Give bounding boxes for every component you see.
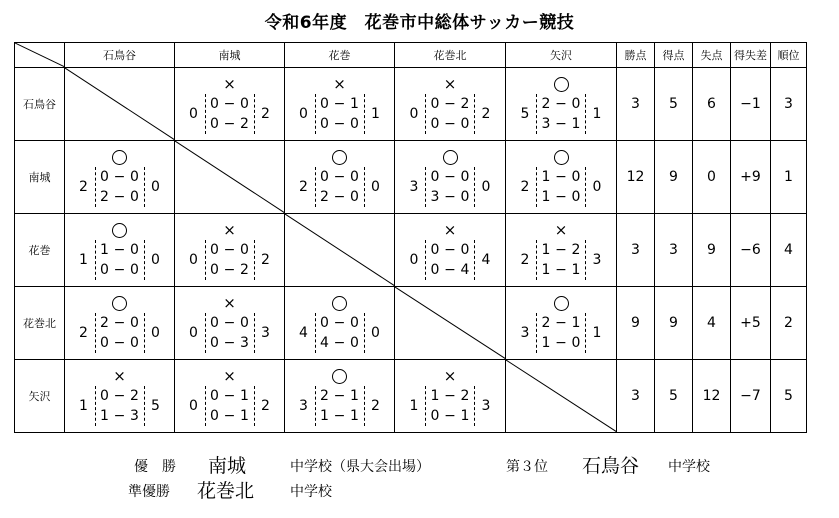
second-half-score: 2 − 0 xyxy=(100,189,139,205)
loss-mark xyxy=(187,293,273,313)
cross-icon: × xyxy=(223,367,236,385)
first-half-score: 0 − 0 xyxy=(430,169,470,185)
third-place-suffix: 中学校 xyxy=(668,459,710,475)
total-goals-for: 3 xyxy=(299,398,308,414)
total-goals-for: 0 xyxy=(189,252,198,268)
second-half-score: 0 − 3 xyxy=(210,335,249,351)
second-half-score: 1 − 1 xyxy=(541,262,581,278)
loss-mark xyxy=(407,74,493,94)
match-score xyxy=(407,74,493,134)
column-header-stat: 勝点 xyxy=(617,43,655,68)
match-score xyxy=(407,220,493,280)
match-cell xyxy=(395,360,506,433)
loss-mark xyxy=(407,366,493,386)
total-goals-for: 2 xyxy=(79,325,88,341)
total-goals-against: 0 xyxy=(592,179,602,195)
first-half-score: 0 − 1 xyxy=(320,96,359,112)
win-mark xyxy=(297,366,383,386)
cross-icon: × xyxy=(113,367,126,385)
match-cell xyxy=(285,68,395,141)
runnerup-label: 準優勝 xyxy=(128,484,170,500)
circle-icon xyxy=(554,77,569,92)
loss-mark xyxy=(77,366,163,386)
second-half-score: 2 − 0 xyxy=(320,189,359,205)
half-scores xyxy=(205,240,255,280)
row-header-team: 矢沢 xyxy=(15,360,65,433)
match-score xyxy=(297,147,383,207)
stat-cell: +5 xyxy=(731,287,771,360)
self-match-cell xyxy=(506,360,617,433)
stat-cell: 12 xyxy=(617,141,655,214)
loss-mark xyxy=(187,74,273,94)
match-cell xyxy=(395,214,506,287)
stat-cell: 9 xyxy=(693,214,731,287)
circle-icon xyxy=(112,223,127,238)
match-cell xyxy=(65,287,175,360)
match-cell xyxy=(175,287,285,360)
second-half-score: 0 − 1 xyxy=(210,408,249,424)
total-goals-for: 3 xyxy=(409,179,419,195)
total-goals-for: 0 xyxy=(189,325,198,341)
circle-icon xyxy=(332,150,347,165)
match-score xyxy=(407,147,493,207)
match-cell xyxy=(506,287,617,360)
total-goals-against: 4 xyxy=(481,252,491,268)
match-cell xyxy=(395,68,506,141)
half-scores xyxy=(425,94,475,134)
total-goals-against: 3 xyxy=(592,252,602,268)
stat-cell: 3 xyxy=(655,214,693,287)
match-score xyxy=(297,366,383,426)
total-goals-for: 0 xyxy=(189,398,198,414)
stat-cell: 12 xyxy=(693,360,731,433)
first-half-score: 0 − 0 xyxy=(100,169,139,185)
first-half-score: 0 − 0 xyxy=(320,315,359,331)
first-half-score: 0 − 0 xyxy=(430,242,470,258)
half-scores xyxy=(315,386,365,426)
second-half-score: 3 − 1 xyxy=(541,116,581,132)
team-row xyxy=(15,141,807,214)
cross-icon: × xyxy=(223,75,236,93)
row-header-team: 石鳥谷 xyxy=(15,68,65,141)
total-goals-for: 4 xyxy=(299,325,308,341)
half-scores xyxy=(205,313,255,353)
second-half-score: 0 − 0 xyxy=(430,116,470,132)
win-mark xyxy=(407,147,493,167)
loss-mark xyxy=(407,220,493,240)
diagonal-line xyxy=(175,141,285,213)
second-half-score: 0 − 0 xyxy=(100,335,139,351)
first-half-score: 1 − 2 xyxy=(541,242,581,258)
match-score xyxy=(77,366,163,426)
total-goals-against: 2 xyxy=(261,398,270,414)
match-cell xyxy=(175,214,285,287)
stat-cell: 3 xyxy=(771,68,807,141)
total-goals-against: 0 xyxy=(371,325,380,341)
cross-icon: × xyxy=(223,294,236,312)
stat-cell: 5 xyxy=(655,68,693,141)
second-half-score: 1 − 3 xyxy=(100,408,139,424)
second-half-score: 1 − 0 xyxy=(541,189,581,205)
column-header-team: 石鳥谷 xyxy=(65,43,175,68)
total-goals-against: 2 xyxy=(481,106,491,122)
runnerup-suffix: 中学校 xyxy=(290,484,332,500)
cross-icon: × xyxy=(333,75,346,93)
second-half-score: 0 − 4 xyxy=(430,262,470,278)
loss-mark xyxy=(518,220,604,240)
match-score xyxy=(518,293,604,353)
team-row xyxy=(15,287,807,360)
half-scores xyxy=(536,94,586,134)
total-goals-for: 3 xyxy=(520,325,530,341)
half-scores xyxy=(425,167,475,207)
match-score xyxy=(77,147,163,207)
team-row xyxy=(15,214,807,287)
diagonal-line xyxy=(395,287,506,359)
match-score xyxy=(77,220,163,280)
diagonal-line xyxy=(506,360,617,432)
half-scores xyxy=(425,386,475,426)
win-mark xyxy=(77,220,163,240)
stat-cell: 4 xyxy=(693,287,731,360)
column-header-stat: 得失差 xyxy=(731,43,771,68)
first-half-score: 0 − 0 xyxy=(210,242,249,258)
loss-mark xyxy=(187,366,273,386)
match-score xyxy=(187,366,273,426)
total-goals-against: 2 xyxy=(261,252,270,268)
total-goals-for: 2 xyxy=(299,179,308,195)
column-header-stat: 失点 xyxy=(693,43,731,68)
first-half-score: 0 − 0 xyxy=(210,315,249,331)
column-header-team: 花巻北 xyxy=(395,43,506,68)
half-scores xyxy=(95,313,145,353)
self-match-cell xyxy=(175,141,285,214)
second-half-score: 0 − 1 xyxy=(430,408,470,424)
first-half-score: 0 − 1 xyxy=(210,388,249,404)
stat-cell: 3 xyxy=(617,360,655,433)
champion-label: 優 勝 xyxy=(134,459,176,475)
match-score xyxy=(518,147,604,207)
match-score xyxy=(297,293,383,353)
match-score xyxy=(77,293,163,353)
stat-cell: 4 xyxy=(771,214,807,287)
total-goals-against: 1 xyxy=(371,106,380,122)
self-match-cell xyxy=(65,68,175,141)
total-goals-against: 1 xyxy=(592,325,602,341)
self-match-cell xyxy=(395,287,506,360)
total-goals-against: 2 xyxy=(261,106,270,122)
total-goals-against: 0 xyxy=(151,179,160,195)
diagonal-line xyxy=(285,214,395,286)
column-header-team: 南城 xyxy=(175,43,285,68)
first-half-score: 0 − 0 xyxy=(210,96,249,112)
total-goals-for: 0 xyxy=(189,106,198,122)
self-match-cell xyxy=(285,214,395,287)
page-title: 令和6年度 花巻市中総体サッカー競技 xyxy=(264,13,575,33)
match-score xyxy=(297,74,383,134)
column-header-team: 矢沢 xyxy=(506,43,617,68)
loss-mark xyxy=(187,220,273,240)
match-cell xyxy=(175,68,285,141)
total-goals-against: 0 xyxy=(371,179,380,195)
match-cell xyxy=(285,360,395,433)
second-half-score: 1 − 1 xyxy=(320,408,359,424)
total-goals-for: 5 xyxy=(520,106,530,122)
second-half-score: 0 − 0 xyxy=(320,116,359,132)
total-goals-against: 1 xyxy=(592,106,602,122)
match-score xyxy=(518,74,604,134)
half-scores xyxy=(536,240,586,280)
third-place-label: 第３位 xyxy=(506,459,548,475)
half-scores xyxy=(536,167,586,207)
match-cell xyxy=(65,141,175,214)
circle-icon xyxy=(112,296,127,311)
stat-cell: 2 xyxy=(771,287,807,360)
win-mark xyxy=(77,293,163,313)
first-half-score: 1 − 2 xyxy=(430,388,470,404)
stat-cell: 5 xyxy=(655,360,693,433)
second-half-score: 0 − 2 xyxy=(210,116,249,132)
match-cell xyxy=(65,214,175,287)
total-goals-for: 0 xyxy=(299,106,308,122)
win-mark xyxy=(297,147,383,167)
circle-icon xyxy=(332,296,347,311)
third-place-team: 石鳥谷 xyxy=(582,455,640,477)
win-mark xyxy=(518,74,604,94)
match-score xyxy=(518,220,604,280)
match-cell xyxy=(175,360,285,433)
total-goals-against: 0 xyxy=(151,325,160,341)
second-half-score: 1 − 0 xyxy=(541,335,581,351)
cross-icon: × xyxy=(223,221,236,239)
total-goals-for: 1 xyxy=(79,252,88,268)
stat-cell: 9 xyxy=(617,287,655,360)
total-goals-for: 0 xyxy=(409,106,419,122)
first-half-score: 2 − 0 xyxy=(100,315,139,331)
half-scores xyxy=(315,94,365,134)
total-goals-against: 0 xyxy=(481,179,491,195)
total-goals-against: 5 xyxy=(151,398,160,414)
win-mark xyxy=(518,293,604,313)
circle-icon xyxy=(443,150,458,165)
stat-cell: 0 xyxy=(693,141,731,214)
match-cell xyxy=(395,141,506,214)
match-score xyxy=(187,74,273,134)
first-half-score: 1 − 0 xyxy=(100,242,139,258)
first-half-score: 1 − 0 xyxy=(541,169,581,185)
total-goals-for: 0 xyxy=(409,252,419,268)
circle-icon xyxy=(112,150,127,165)
first-half-score: 0 − 0 xyxy=(320,169,359,185)
stat-cell: 9 xyxy=(655,141,693,214)
match-cell xyxy=(285,141,395,214)
second-half-score: 4 − 0 xyxy=(320,335,359,351)
total-goals-for: 1 xyxy=(79,398,88,414)
cross-icon: × xyxy=(443,367,457,385)
total-goals-for: 2 xyxy=(79,179,88,195)
champion-suffix: 中学校（県大会出場） xyxy=(290,459,430,475)
corner-cell xyxy=(15,43,65,68)
column-header-stat: 順位 xyxy=(771,43,807,68)
team-row xyxy=(15,360,807,433)
champion-team: 南城 xyxy=(208,455,247,477)
total-goals-for: 2 xyxy=(520,179,530,195)
first-half-score: 2 − 0 xyxy=(541,96,581,112)
stat-cell: 3 xyxy=(617,68,655,141)
win-mark xyxy=(518,147,604,167)
row-header-team: 花巻 xyxy=(15,214,65,287)
half-scores xyxy=(315,167,365,207)
league-table xyxy=(14,42,807,433)
match-score xyxy=(187,293,273,353)
total-goals-against: 3 xyxy=(261,325,270,341)
first-half-score: 2 − 1 xyxy=(541,315,581,331)
total-goals-against: 3 xyxy=(481,398,491,414)
stat-cell: 6 xyxy=(693,68,731,141)
half-scores xyxy=(536,313,586,353)
match-cell xyxy=(506,68,617,141)
row-header-team: 花巻北 xyxy=(15,287,65,360)
column-header-stat: 得点 xyxy=(655,43,693,68)
first-half-score: 2 − 1 xyxy=(320,388,359,404)
stat-cell: −1 xyxy=(731,68,771,141)
cross-icon: × xyxy=(443,221,457,239)
stat-cell: −7 xyxy=(731,360,771,433)
match-cell xyxy=(506,214,617,287)
half-scores xyxy=(95,167,145,207)
circle-icon xyxy=(554,296,569,311)
stat-cell: 9 xyxy=(655,287,693,360)
half-scores xyxy=(95,240,145,280)
circle-icon xyxy=(332,369,347,384)
match-cell xyxy=(506,141,617,214)
win-mark xyxy=(77,147,163,167)
half-scores xyxy=(205,94,255,134)
first-half-score: 0 − 2 xyxy=(430,96,470,112)
stat-cell: 1 xyxy=(771,141,807,214)
first-half-score: 0 − 2 xyxy=(100,388,139,404)
diagonal-line xyxy=(15,43,65,67)
diagonal-line xyxy=(65,68,175,140)
half-scores xyxy=(425,240,475,280)
match-cell xyxy=(65,360,175,433)
win-mark xyxy=(297,293,383,313)
second-half-score: 0 − 0 xyxy=(100,262,139,278)
column-header-team: 花巻 xyxy=(285,43,395,68)
circle-icon xyxy=(554,150,569,165)
team-row xyxy=(15,68,807,141)
cross-icon: × xyxy=(443,75,457,93)
cross-icon: × xyxy=(554,221,568,239)
second-half-score: 3 − 0 xyxy=(430,189,470,205)
half-scores xyxy=(205,386,255,426)
second-half-score: 0 − 2 xyxy=(210,262,249,278)
match-cell xyxy=(285,287,395,360)
total-goals-against: 0 xyxy=(151,252,160,268)
stat-cell: 5 xyxy=(771,360,807,433)
row-header-team: 南城 xyxy=(15,141,65,214)
loss-mark xyxy=(297,74,383,94)
match-score xyxy=(407,366,493,426)
total-goals-for: 1 xyxy=(409,398,419,414)
stat-cell: +9 xyxy=(731,141,771,214)
half-scores xyxy=(95,386,145,426)
match-score xyxy=(187,220,273,280)
total-goals-against: 2 xyxy=(371,398,380,414)
total-goals-for: 2 xyxy=(520,252,530,268)
runnerup-team: 花巻北 xyxy=(197,480,255,502)
stat-cell: −6 xyxy=(731,214,771,287)
half-scores xyxy=(315,313,365,353)
stat-cell: 3 xyxy=(617,214,655,287)
